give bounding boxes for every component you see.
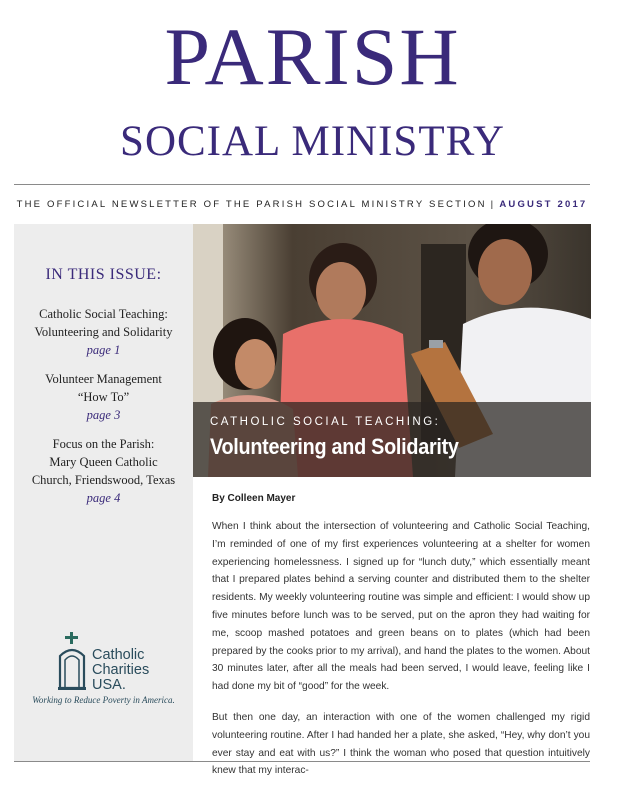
feature-kicker: CATHOLIC SOCIAL TEACHING:	[210, 416, 441, 428]
toc-item-2[interactable]	[14, 370, 193, 424]
logo-line: USA.	[92, 677, 126, 693]
tagline-text: THE OFFICIAL NEWSLETTER OF THE PARISH SOCIAL MINISTRY SECTION	[16, 199, 487, 210]
volunteer-face	[478, 239, 532, 305]
toc-item-title: Mary Queen Catholic	[49, 455, 158, 469]
top-divider	[14, 184, 590, 185]
toc-item-1[interactable]	[14, 305, 193, 359]
toc-item-title: Focus on the Parish:	[52, 437, 155, 451]
article-paragraph: When I think about the intersection of volunteering and Catholic Social Teaching, I’m reminded of one of my first experiences volunteering at a shelter for women experiencing homelessness. I signed up for “lunch duty,” which essentially meant that I prepared plates behind a serving counter and distributed them to the shelter residents. My weekly volunteering routine was simple and efficient: I would show up five minutes before lunch was to be served, put on the apron they had waiting for me, scoop mashed potatoes and green beans on to plates (which had been prepared by the cooks prior to my arrival), and hand the plates to the women. About 30 minutes later, after all the meals had been served, I would leave, feeling like I had done my bit of “good” for the week.	[212, 521, 590, 693]
masthead-title: PARISH	[164, 11, 461, 102]
feature-headline: Volunteering and Solidarity	[210, 434, 459, 459]
article-paragraph: But then one day, an interaction with one of the women challenged my rigid volunteering routine. After I had handed her a plate, she asked, “Hey, why don’t you ever stay and eat with us?” I think the woman who posed that question intuitively knew that my interac-	[212, 711, 590, 777]
logo-tagline: Working to Reduce Poverty in America.	[32, 695, 175, 705]
logo-inner-arch	[65, 656, 79, 688]
toc-heading: IN THIS ISSUE:	[45, 266, 162, 283]
logo-base	[58, 687, 86, 690]
feature-photo	[193, 224, 591, 477]
issue-date: AUGUST 2017	[499, 199, 588, 210]
logo-line: Catholic	[92, 647, 145, 663]
woman-face	[316, 262, 366, 322]
bottom-divider	[14, 761, 590, 762]
byline: By Colleen Mayer	[212, 493, 296, 504]
catholic-charities-logo-icon	[58, 632, 86, 692]
toc-item-page: page 1	[86, 343, 121, 357]
toc-item-page: page 3	[86, 408, 121, 422]
table-of-contents	[14, 305, 193, 518]
toc-item-title: Catholic Social Teaching:	[39, 307, 168, 321]
toc-item-title: Volunteer Management	[45, 372, 162, 386]
tagline	[14, 199, 590, 210]
toc-item-title: “How To”	[77, 390, 130, 404]
masthead-subtitle: SOCIAL MINISTRY	[120, 118, 505, 165]
girl-face	[235, 339, 275, 389]
toc-item-page: page 4	[86, 491, 121, 505]
toc-item-3[interactable]	[14, 435, 193, 507]
logo-line: Charities	[92, 662, 150, 678]
toc-item-title: Church, Friendswood, Texas	[31, 473, 176, 487]
article-body	[212, 518, 590, 793]
clipboard-clip	[429, 340, 443, 348]
toc-item-title: Volunteering and Solidarity	[34, 325, 173, 339]
tagline-separator: |	[490, 199, 496, 210]
logo-wordmark	[92, 648, 149, 693]
logo-cross-horizontal	[65, 636, 78, 639]
